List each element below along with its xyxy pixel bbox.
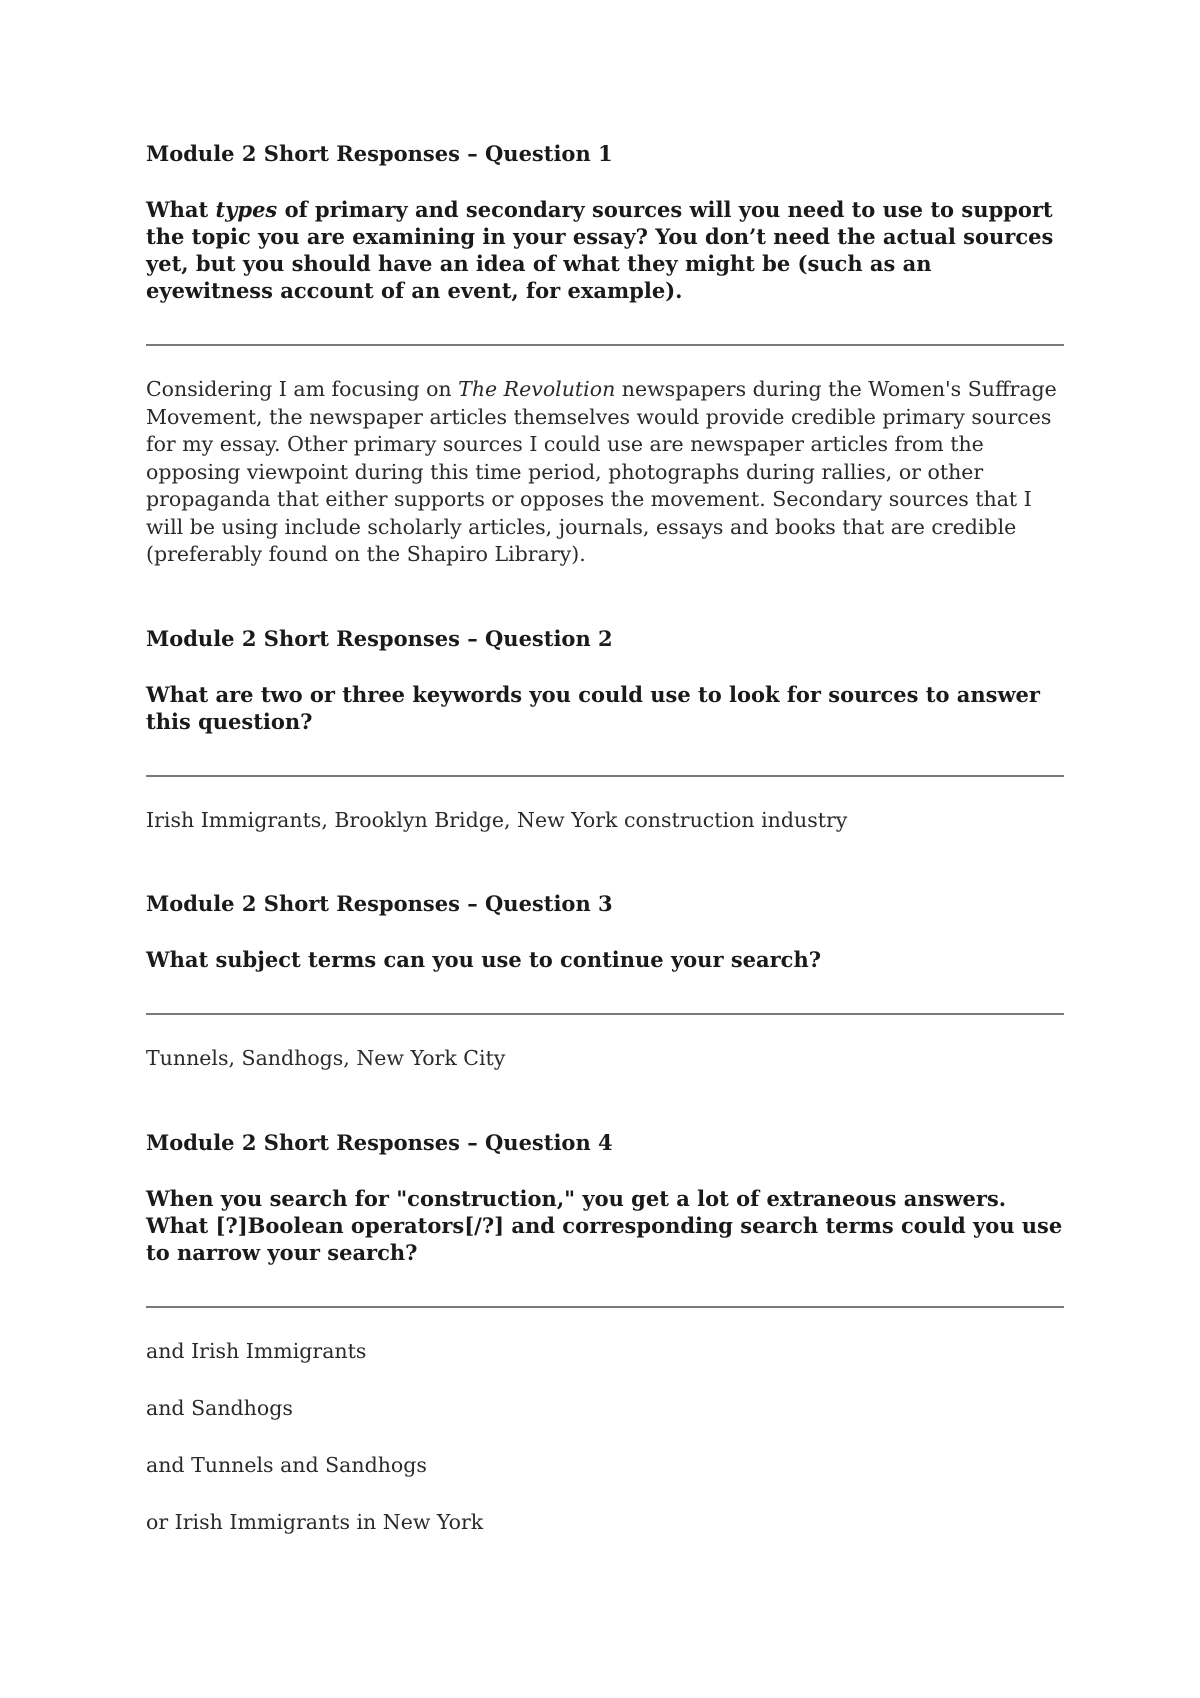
question-1-prompt-start: What	[146, 197, 216, 222]
question-1-prompt-emphasis: types	[215, 197, 278, 222]
question-4-answer-item: and Irish Immigrants	[146, 1338, 367, 1363]
question-2-heading: Module 2 Short Responses – Question 2	[146, 625, 613, 651]
question-1-section	[146, 140, 1064, 569]
question-1-prompt	[146, 196, 1064, 304]
question-2-answer: Irish Immigrants, Brooklyn Bridge, New York construction industry	[146, 807, 848, 832]
question-2-divider	[146, 775, 1064, 777]
question-4-heading: Module 2 Short Responses – Question 4	[146, 1129, 613, 1155]
question-4-answer-item: and Sandhogs	[146, 1395, 293, 1420]
question-3-answer: Tunnels, Sandhogs, New York City	[146, 1046, 506, 1070]
question-1-answer-end: newspapers during the Women's Suffrage Movement, the newspaper articles themselves would provide credible primary sources for my essay. Other primary sources I could use are newspaper articles from the opposing viewpoint during this time period, photographs during rallies, or other propaganda that either supports or opposes the movement. Secondary sources that I will be using include scholarly articles, journals, essays and books that are credible (preferably found on the Shapiro Library).	[146, 377, 1057, 566]
question-3-divider	[146, 1013, 1064, 1015]
question-2-section	[146, 625, 1064, 835]
question-3-prompt: What subject terms can you use to continue your search?	[146, 947, 822, 972]
question-1-answer-emphasis: The Revolution	[458, 377, 616, 401]
question-1-prompt-end: of primary and secondary sources will you need to use to support the topic you are examining in your essay? You don’t need the actual sources yet, but you should have an idea of what they might be (such as an eyewitness account of an event, for example).	[146, 197, 1054, 303]
question-4-answer-item: and Tunnels and Sandhogs	[146, 1452, 427, 1477]
question-4-answer-list	[146, 1338, 1064, 1536]
question-1-answer	[146, 376, 1064, 569]
question-1-heading: Module 2 Short Responses – Question 1	[146, 141, 613, 166]
question-4-prompt: When you search for "construction," you get a lot of extraneous answers. What [?]Boolean operators[/?] and corresponding search terms could you use to narrow your search?	[146, 1185, 1063, 1265]
question-1-answer-start: Considering I am focusing on	[146, 377, 459, 401]
question-4-answer-item: or Irish Immigrants in New York	[146, 1509, 484, 1534]
question-3-heading: Module 2 Short Responses – Question 3	[146, 891, 613, 916]
question-2-prompt: What are two or three keywords you could use to look for sources to answer this question?	[146, 681, 1040, 734]
question-1-divider	[146, 344, 1064, 346]
question-3-section	[146, 890, 1064, 1073]
question-4-section	[146, 1129, 1064, 1536]
question-4-divider	[146, 1306, 1064, 1308]
document-page	[146, 140, 1064, 1536]
